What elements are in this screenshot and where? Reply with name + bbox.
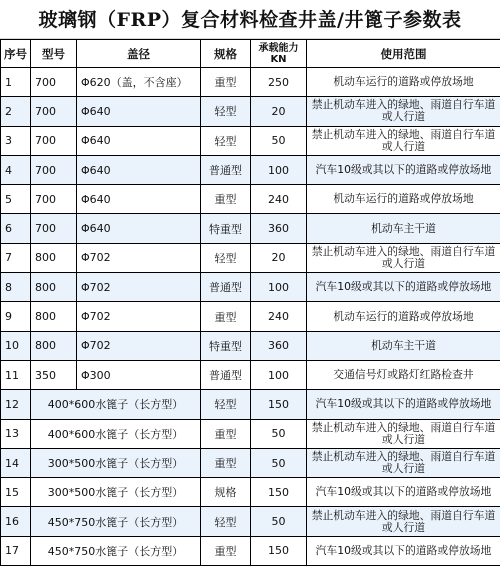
header-spec: 规格 xyxy=(201,40,251,68)
cell-spec: 特重型 xyxy=(201,214,251,243)
cell-model: 700 xyxy=(31,185,77,214)
cell-usage: 机动车主干道 xyxy=(307,214,500,243)
cell-model: 700 xyxy=(31,68,77,97)
cell-index: 12 xyxy=(1,390,31,419)
cell-spec: 重型 xyxy=(201,536,251,565)
table-row xyxy=(1,214,500,243)
table-row xyxy=(1,243,500,272)
cell-index: 3 xyxy=(1,126,31,155)
cell-model: 700 xyxy=(31,155,77,184)
cell-spec: 轻型 xyxy=(201,126,251,155)
cell-usage: 禁止机动车进入的绿地、雨道自行车道或人行道 xyxy=(307,507,500,536)
cell-index: 2 xyxy=(1,97,31,126)
cell-capacity: 250 xyxy=(251,68,307,97)
cell-index: 14 xyxy=(1,448,31,477)
cell-capacity: 100 xyxy=(251,155,307,184)
table-body xyxy=(1,68,500,566)
header-capacity-line2: KN xyxy=(253,54,304,65)
cell-diameter: Φ640 xyxy=(77,155,201,184)
cell-capacity: 360 xyxy=(251,331,307,360)
cell-diameter: Φ702 xyxy=(77,243,201,272)
cell-index: 11 xyxy=(1,360,31,389)
cell-model: 350 xyxy=(31,360,77,389)
cell-usage: 汽车10级或其以下的道路或停放场地 xyxy=(307,536,500,565)
cell-spec: 重型 xyxy=(201,448,251,477)
cell-capacity: 150 xyxy=(251,536,307,565)
table-row xyxy=(1,419,500,448)
cell-capacity: 100 xyxy=(251,360,307,389)
cell-usage: 汽车10级或其以下的道路或停放场地 xyxy=(307,478,500,507)
table-row xyxy=(1,448,500,477)
cell-capacity: 20 xyxy=(251,243,307,272)
cell-model: 700 xyxy=(31,126,77,155)
table-row xyxy=(1,68,500,97)
cell-model-merged: 400*600水篦子（长方型） xyxy=(31,419,201,448)
cell-model-merged: 300*500水篦子（长方型） xyxy=(31,478,201,507)
cell-capacity: 240 xyxy=(251,185,307,214)
cell-diameter: Φ702 xyxy=(77,273,201,302)
cell-model: 800 xyxy=(31,331,77,360)
cell-usage: 机动车运行的道路或停放场地 xyxy=(307,302,500,331)
page-title: 玻璃钢（FRP）复合材料检查井盖/井篦子参数表 xyxy=(0,0,500,39)
table-row xyxy=(1,536,500,565)
cell-index: 5 xyxy=(1,185,31,214)
cell-usage: 禁止机动车进入的绿地、雨道自行车道或人行道 xyxy=(307,243,500,272)
header-capacity xyxy=(251,40,307,68)
cell-spec: 轻型 xyxy=(201,97,251,126)
cell-index: 7 xyxy=(1,243,31,272)
cell-model-merged: 300*500水篦子（长方型） xyxy=(31,448,201,477)
table-row xyxy=(1,507,500,536)
cell-model-merged: 400*600水篦子（长方型） xyxy=(31,390,201,419)
header-index: 序号 xyxy=(1,40,31,68)
table-row xyxy=(1,126,500,155)
cell-capacity: 100 xyxy=(251,273,307,302)
cell-index: 17 xyxy=(1,536,31,565)
cell-usage: 汽车10级或其以下的道路或停放场地 xyxy=(307,155,500,184)
cell-diameter: Φ640 xyxy=(77,97,201,126)
cell-usage: 汽车10级或其以下的道路或停放场地 xyxy=(307,273,500,302)
cell-index: 15 xyxy=(1,478,31,507)
cell-spec: 轻型 xyxy=(201,507,251,536)
cell-model: 800 xyxy=(31,243,77,272)
cell-index: 9 xyxy=(1,302,31,331)
table-row xyxy=(1,273,500,302)
cell-usage: 汽车10级或其以下的道路或停放场地 xyxy=(307,390,500,419)
cell-spec: 普通型 xyxy=(201,273,251,302)
cell-usage: 禁止机动车进入的绿地、雨道自行车道或人行道 xyxy=(307,419,500,448)
cell-index: 4 xyxy=(1,155,31,184)
cell-spec: 规格 xyxy=(201,478,251,507)
cell-model-merged: 450*750水篦子（长方型） xyxy=(31,536,201,565)
cell-capacity: 150 xyxy=(251,390,307,419)
table-row xyxy=(1,155,500,184)
cell-spec: 普通型 xyxy=(201,155,251,184)
cell-usage: 机动车运行的道路或停放场地 xyxy=(307,68,500,97)
cell-index: 1 xyxy=(1,68,31,97)
cell-capacity: 20 xyxy=(251,97,307,126)
cell-model: 700 xyxy=(31,97,77,126)
cell-capacity: 50 xyxy=(251,448,307,477)
table-row xyxy=(1,390,500,419)
cell-model: 800 xyxy=(31,302,77,331)
cell-index: 16 xyxy=(1,507,31,536)
cell-spec: 特重型 xyxy=(201,331,251,360)
cell-spec: 重型 xyxy=(201,68,251,97)
cell-capacity: 50 xyxy=(251,507,307,536)
cell-diameter: Φ702 xyxy=(77,331,201,360)
cell-diameter: Φ702 xyxy=(77,302,201,331)
table-row xyxy=(1,185,500,214)
cell-spec: 重型 xyxy=(201,419,251,448)
cell-index: 8 xyxy=(1,273,31,302)
cell-usage: 机动车运行的道路或停放场地 xyxy=(307,185,500,214)
table-row xyxy=(1,478,500,507)
cell-usage: 禁止机动车进入的绿地、雨道自行车道或人行道 xyxy=(307,126,500,155)
cell-capacity: 240 xyxy=(251,302,307,331)
parameter-table xyxy=(0,39,500,566)
cell-usage: 机动车主干道 xyxy=(307,331,500,360)
cell-diameter: Φ640 xyxy=(77,185,201,214)
cell-diameter: Φ640 xyxy=(77,214,201,243)
cell-model: 800 xyxy=(31,273,77,302)
cell-diameter: Φ620（盖，不含座） xyxy=(77,68,201,97)
cell-index: 10 xyxy=(1,331,31,360)
header-usage: 使用范围 xyxy=(307,40,500,68)
cell-model: 700 xyxy=(31,214,77,243)
cell-index: 13 xyxy=(1,419,31,448)
cell-model-merged: 450*750水篦子（长方型） xyxy=(31,507,201,536)
cell-spec: 重型 xyxy=(201,185,251,214)
cell-capacity: 50 xyxy=(251,419,307,448)
cell-usage: 禁止机动车进入的绿地、雨道自行车道或人行道 xyxy=(307,448,500,477)
cell-capacity: 50 xyxy=(251,126,307,155)
header-capacity-line1: 承载能力 xyxy=(253,43,304,54)
cell-diameter: Φ300 xyxy=(77,360,201,389)
cell-usage: 禁止机动车进入的绿地、雨道自行车道或人行道 xyxy=(307,97,500,126)
cell-index: 6 xyxy=(1,214,31,243)
table-row xyxy=(1,331,500,360)
header-cover-diameter: 盖径 xyxy=(77,40,201,68)
table-row xyxy=(1,360,500,389)
cell-capacity: 360 xyxy=(251,214,307,243)
cell-capacity: 150 xyxy=(251,478,307,507)
table-row xyxy=(1,302,500,331)
cell-spec: 轻型 xyxy=(201,390,251,419)
cell-diameter: Φ640 xyxy=(77,126,201,155)
header-row xyxy=(1,40,500,68)
table-row xyxy=(1,97,500,126)
cell-spec: 重型 xyxy=(201,302,251,331)
cell-spec: 普通型 xyxy=(201,360,251,389)
cell-usage: 交通信号灯或路灯红路检查井 xyxy=(307,360,500,389)
cell-spec: 轻型 xyxy=(201,243,251,272)
header-model: 型号 xyxy=(31,40,77,68)
